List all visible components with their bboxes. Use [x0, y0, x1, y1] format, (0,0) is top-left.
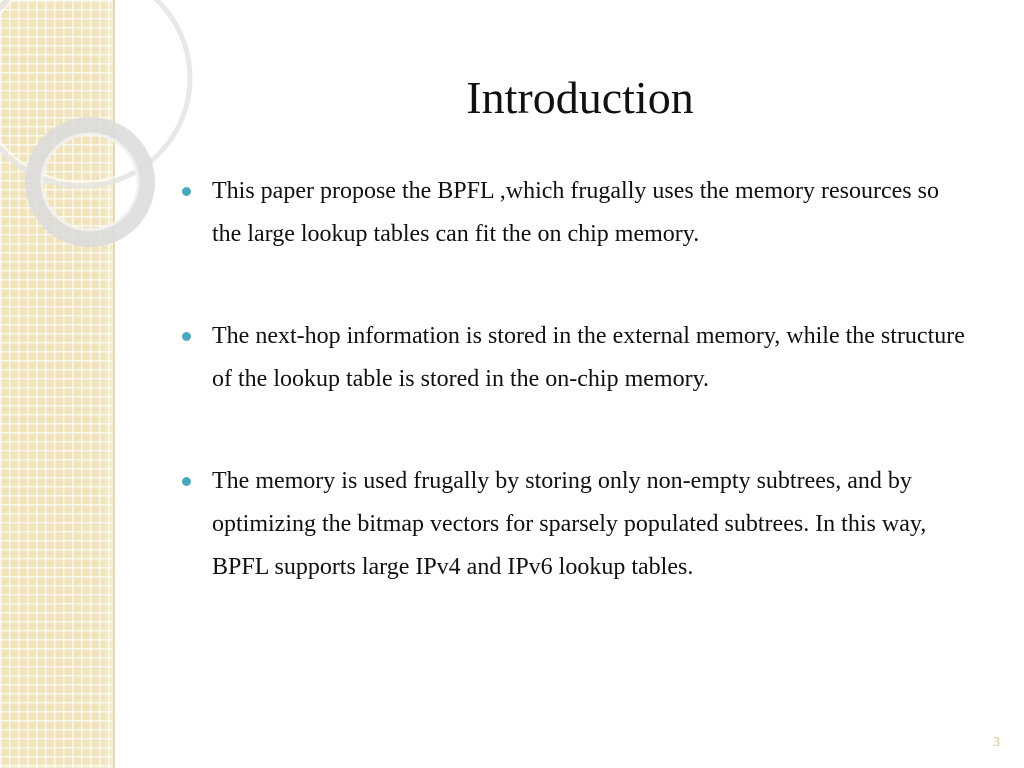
- bullet-dot-icon: [182, 477, 191, 486]
- decorative-circles: [0, 0, 200, 260]
- bullet-list: [180, 170, 970, 648]
- bullet-dot-icon: [182, 187, 191, 196]
- bullet-dot-icon: [182, 332, 191, 341]
- bullet-text: This paper propose the BPFL ,which frugally uses the memory resources so the large lookup tables can fit the on chip memory.: [212, 178, 939, 247]
- bullet-text: The next-hop information is stored in the external memory, while the structure of the lookup table is stored in the on-chip memory.: [212, 323, 965, 392]
- bullet-item: [180, 170, 970, 256]
- large-ring: [0, 0, 190, 186]
- slide-title: Introduction: [466, 72, 694, 123]
- page-number: 3: [993, 735, 1000, 750]
- bullet-text: The memory is used frugally by storing only non-empty subtrees, and by optimizing the bitmap vectors for sparsely populated subtrees. In this way, BPFL supports large IPv4 and IPv6 lookup tables.: [212, 468, 927, 580]
- bullet-item: [180, 460, 970, 589]
- bullet-item: [180, 315, 970, 401]
